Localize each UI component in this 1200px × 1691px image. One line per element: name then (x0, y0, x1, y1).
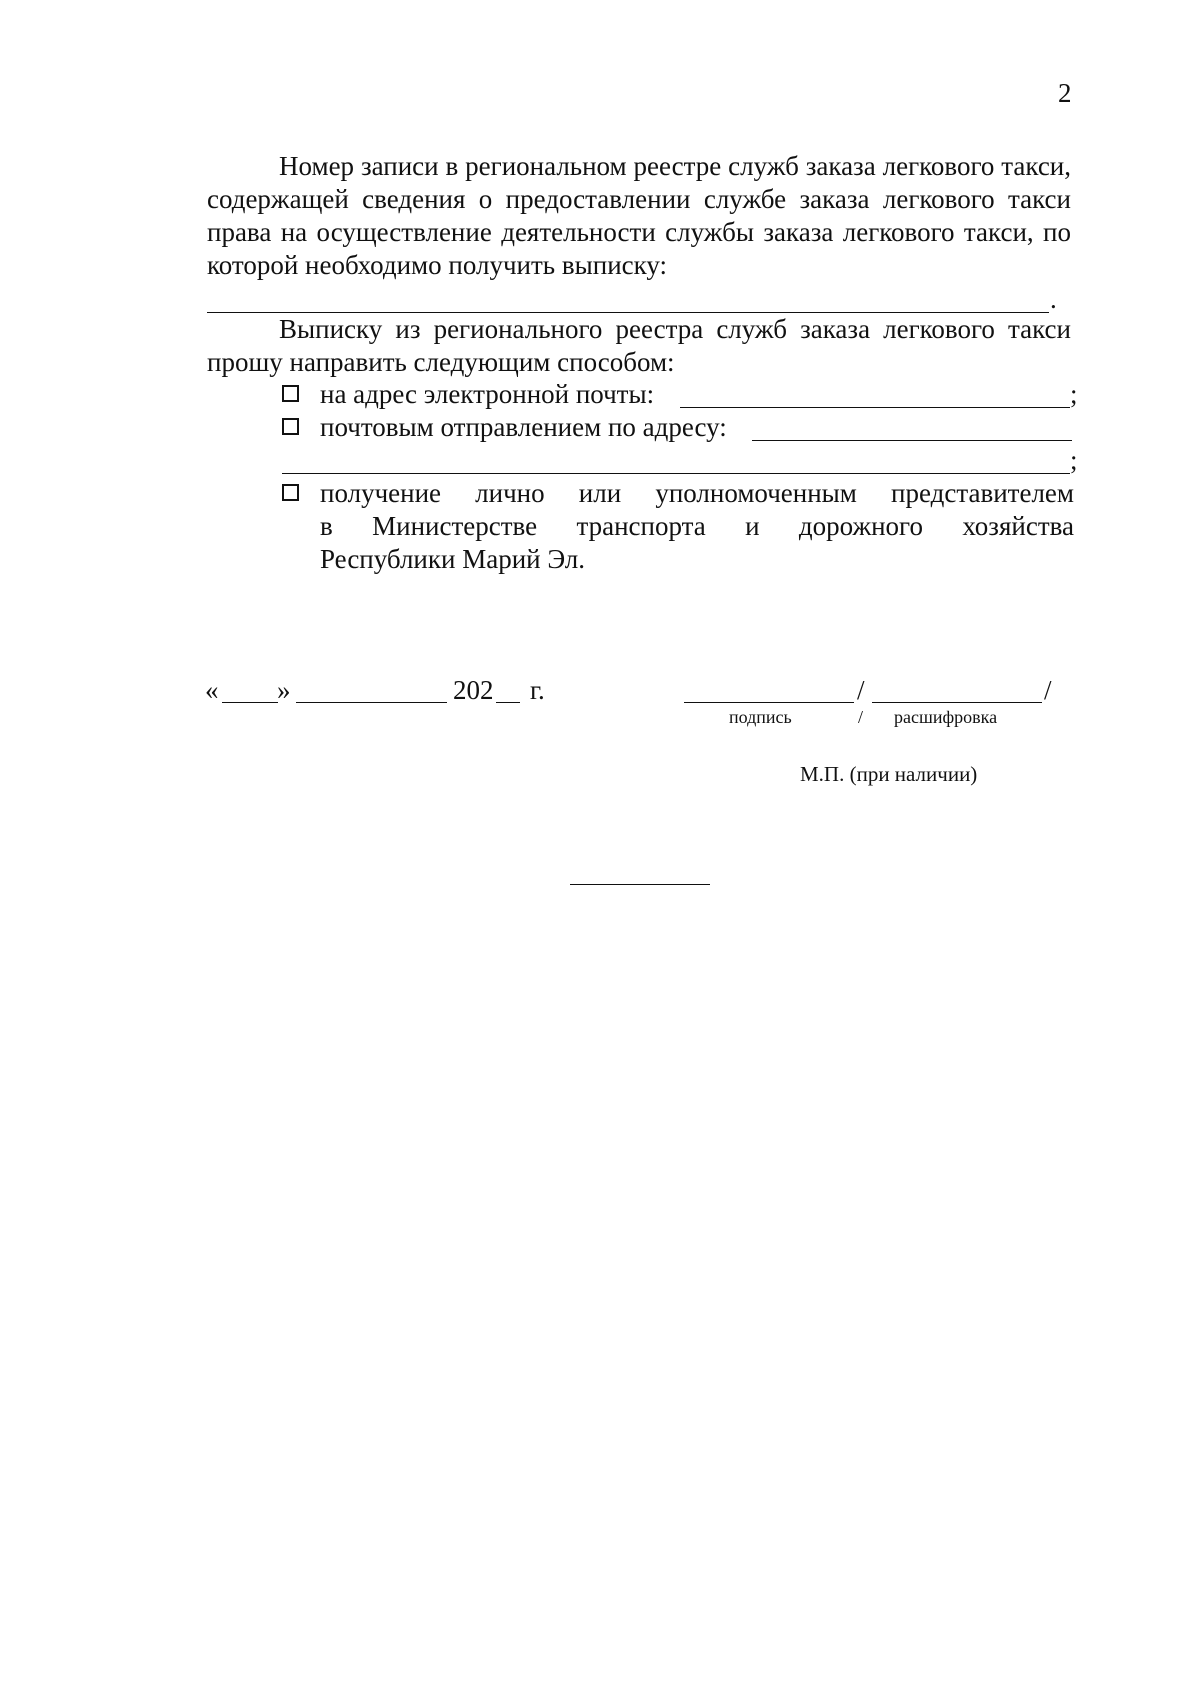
date-close-quote: » (277, 675, 291, 705)
personal-option-line1: получение лично или уполномоченным представителем (320, 478, 1074, 508)
signature-line[interactable] (684, 702, 854, 703)
personal-checkbox[interactable] (282, 484, 299, 501)
date-year-prefix: 202 (453, 675, 494, 705)
personal-option-line2: в Министерстве транспорта и дорожного хозяйства (320, 511, 1074, 541)
date-month-line[interactable] (296, 702, 447, 703)
end-divider (570, 884, 710, 885)
decoding-caption: расшифровка (894, 707, 998, 727)
post-option-label: почтовым отправлением по адресу: (320, 412, 727, 442)
stamp-note: М.П. (при наличии) (800, 762, 978, 786)
page-number: 2 (1058, 78, 1072, 108)
date-year-line[interactable] (496, 702, 520, 703)
email-line-end: ; (1070, 379, 1078, 409)
caption-slash: / (858, 707, 864, 727)
date-year-suffix: г. (530, 675, 545, 705)
decoding-slash-end: / (1044, 675, 1052, 705)
post-line-end: ; (1070, 445, 1078, 475)
personal-option-line3: Республики Марий Эл. (320, 544, 586, 574)
date-open-quote: « (205, 675, 219, 705)
record-number-paragraph: Номер записи в региональном реестре служб заказа легкового такси, содержащей сведения о предоставлении службе заказа легкового такси права на осуществление деятельности службы заказа легкового такси, по которой необходимо получить выписку: (207, 151, 1071, 280)
post-address-field-line-2[interactable] (282, 473, 1070, 474)
email-field-line[interactable] (680, 407, 1070, 408)
delivery-intro-paragraph: Выписку из регионального реестра служб заказа легкового такси прошу направить следующим способом: (207, 314, 1071, 377)
date-day-line[interactable] (222, 702, 278, 703)
decoding-line[interactable] (872, 702, 1042, 703)
email-option-label: на адрес электронной почты: (320, 379, 655, 409)
signature-slash: / (857, 675, 865, 705)
post-address-field-line[interactable] (752, 440, 1072, 441)
post-checkbox[interactable] (282, 418, 299, 435)
record-number-line-end: . (1050, 284, 1057, 314)
email-checkbox[interactable] (282, 385, 299, 402)
signature-caption: подпись (729, 707, 792, 727)
